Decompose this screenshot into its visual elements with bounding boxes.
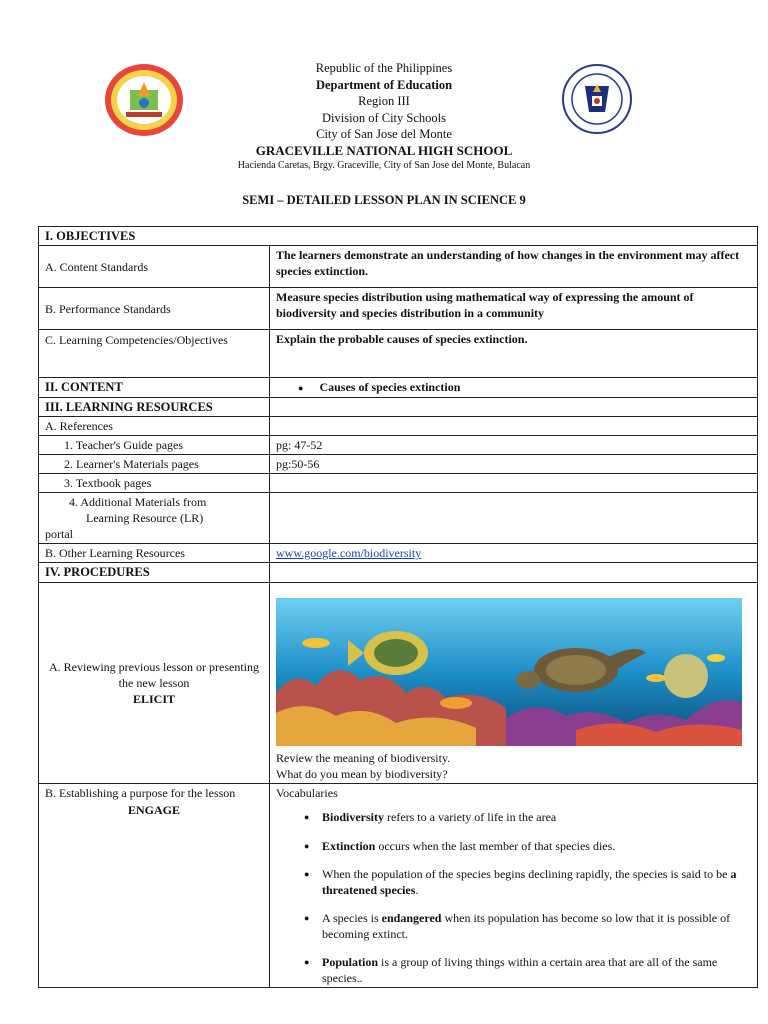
header-department: Department of Education — [315, 77, 453, 92]
learners-materials-row — [39, 455, 758, 474]
objectives-heading: I. OBJECTIVES — [39, 227, 758, 246]
content-value-cell — [270, 378, 758, 398]
procedure-a-row — [39, 583, 758, 784]
procedures-heading-empty — [270, 563, 758, 583]
textbook-value — [270, 474, 758, 493]
vocab-post: when its population has become so low that it is possible of becoming extinct. — [322, 911, 731, 941]
learners-materials-value: pg:50-56 — [270, 455, 758, 474]
vocabulary-item — [276, 911, 751, 942]
procedure-b-label-cell — [39, 784, 270, 988]
objectives-heading-row — [39, 227, 758, 246]
vocab-pre: When the population of the species begins declining rapidly, the species is said to be — [322, 867, 731, 881]
content-row — [39, 378, 758, 398]
procedure-a-label: A. Reviewing previous lesson or presenting the new lesson — [49, 660, 259, 690]
vocabulary-item — [276, 955, 751, 986]
additional-materials-line3: portal — [45, 527, 73, 541]
procedures-heading-row — [39, 563, 758, 583]
teachers-guide-value: pg: 47-52 — [270, 436, 758, 455]
vocabulary-list — [276, 810, 751, 986]
content-standards-row — [39, 246, 758, 288]
other-resources-row — [39, 544, 758, 563]
lesson-plan-title: SEMI – DETAILED LESSON PLAN IN SCIENCE 9 — [242, 193, 526, 207]
vocab-term: a threatened species — [322, 867, 737, 897]
vocab-term: endangered — [381, 911, 442, 925]
other-resources-label: B. Other Learning Resources — [39, 544, 270, 563]
resources-heading-row — [39, 398, 758, 417]
references-row — [39, 417, 758, 436]
content-heading: II. CONTENT — [39, 378, 270, 398]
vocab-term: Extinction — [322, 838, 376, 853]
additional-materials-row — [39, 493, 758, 544]
vocabularies-title: Vocabularies — [276, 786, 338, 800]
additional-materials-line1: 4. Additional Materials from — [69, 495, 207, 509]
vocabulary-item — [276, 810, 751, 826]
vocab-term: Biodiversity — [322, 810, 384, 824]
vocab-post: refers to a variety of life in the area — [384, 810, 557, 824]
header-region: Region III — [358, 94, 410, 108]
biodiversity-link[interactable]: www.google.com/biodiversity — [276, 546, 422, 560]
procedure-b-content — [270, 784, 758, 988]
procedure-b-phase: ENGAGE — [127, 803, 180, 817]
resources-heading: III. LEARNING RESOURCES — [39, 398, 270, 417]
procedure-a-text1: Review the meaning of biodiversity. — [276, 751, 451, 765]
textbook-label: 3. Textbook pages — [39, 474, 270, 493]
performance-standards-row — [39, 288, 758, 330]
coral-reef-photo — [276, 598, 742, 746]
lesson-plan-table — [38, 226, 758, 988]
document-header — [0, 60, 768, 173]
procedure-a-phase: ELICIT — [132, 692, 176, 706]
teachers-guide-row — [39, 436, 758, 455]
procedure-b-label: B. Establishing a purpose for the lesson — [45, 786, 236, 800]
procedure-a-label-cell — [39, 583, 270, 784]
teachers-guide-label: 1. Teacher's Guide pages — [39, 436, 270, 455]
content-standards-label: A. Content Standards — [39, 246, 270, 288]
header-school-name: GRACEVILLE NATIONAL HIGH SCHOOL — [255, 142, 513, 158]
procedure-a-content — [270, 583, 758, 784]
procedure-b-row — [39, 784, 758, 988]
procedure-a-text2: What do you mean by biodiversity? — [276, 767, 448, 781]
header-republic: Republic of the Philippines — [315, 61, 453, 75]
additional-materials-label — [39, 493, 270, 544]
vocab-post: is a group of living things within a certain area that are all of the same species.. — [322, 955, 718, 985]
references-label: A. References — [39, 417, 270, 436]
vocabulary-item — [276, 867, 751, 898]
additional-materials-line2: Learning Resource (LR) — [86, 511, 204, 525]
other-resources-value-cell — [270, 544, 758, 563]
performance-standards-label: B. Performance Standards — [39, 288, 270, 330]
learning-competencies-value: Explain the probable causes of species extinction. — [270, 330, 758, 378]
additional-materials-value — [270, 493, 758, 544]
vocab-post: . — [415, 882, 419, 897]
textbook-row — [39, 474, 758, 493]
header-address: Hacienda Caretas, Brgy. Graceville, City of San Jose del Monte, Bulacan — [237, 160, 531, 171]
vocab-pre: A species is — [322, 911, 382, 925]
learning-competencies-label: C. Learning Competencies/Objectives — [39, 330, 270, 378]
bullet-icon: ● — [298, 383, 304, 393]
content-standards-value: The learners demonstrate an understanding of how changes in the environment may affect species extinction. — [270, 246, 758, 288]
learning-competencies-row — [39, 330, 758, 378]
resources-heading-empty — [270, 398, 758, 417]
header-city: City of San Jose del Monte — [316, 127, 452, 141]
vocab-term: Population — [322, 955, 379, 969]
vocab-post: occurs when the last member of that species dies. — [375, 838, 616, 853]
content-value: Causes of species extinction — [319, 380, 461, 394]
references-empty — [270, 417, 758, 436]
vocabulary-item — [276, 839, 751, 855]
procedures-heading: IV. PROCEDURES — [39, 563, 270, 583]
header-division: Division of City Schools — [322, 110, 446, 125]
learners-materials-label: 2. Learner's Materials pages — [39, 455, 270, 474]
performance-standards-value: Measure species distribution using mathematical way of expressing the amount of biodiversity and species distribution in a community — [270, 288, 758, 330]
